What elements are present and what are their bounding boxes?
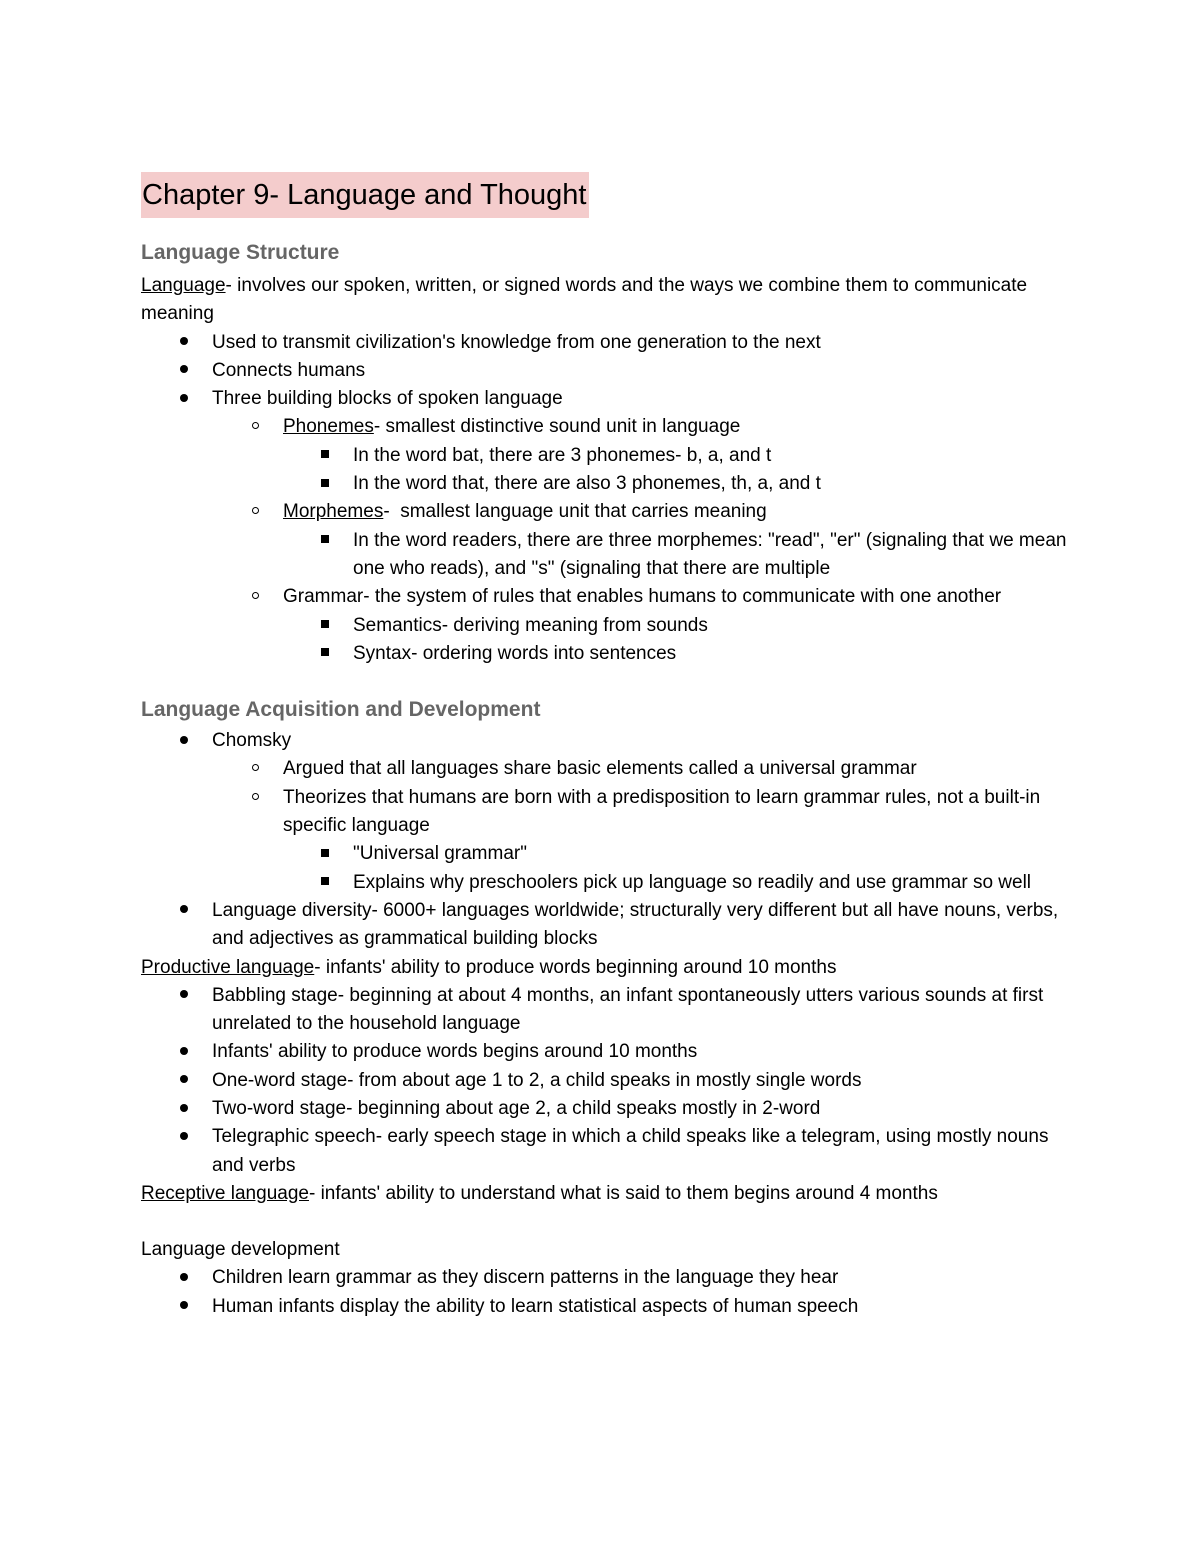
bullet-dot-icon [174, 1264, 194, 1292]
acquisition-list [141, 727, 1071, 953]
list-item-text: Telegraphic speech- early speech stage in which a child speaks like a telegram, using mostly nouns and verbs [212, 1126, 1049, 1176]
bullet-square-icon [315, 612, 335, 640]
bullet-square-icon [315, 869, 335, 897]
receptive-language-text: - infants' ability to understand what is said to them begins around 4 months [308, 1182, 938, 1204]
list-item-text: Syntax- ordering words into sentences [353, 642, 677, 664]
term-phonemes: Phonemes [283, 416, 374, 438]
list-item-text: Language diversity- 6000+ languages worldwide; structurally very different but all have nouns, verbs, and adjectives as grammatical building blocks [212, 899, 1059, 950]
bullet-square-icon [315, 470, 335, 498]
list-item [141, 840, 1071, 868]
section-heading-acquisition: Language Acquisition and Development [141, 698, 541, 722]
term-receptive-language: Receptive language [141, 1182, 309, 1204]
list-item-text: Used to transmit civilization's knowledge from one generation to the next [212, 331, 821, 353]
list-item [141, 527, 1071, 584]
bullet-dot-icon [174, 897, 194, 925]
bullet-dot-icon [174, 1123, 194, 1151]
list-item-text: - smallest language unit that carries meaning [383, 501, 767, 523]
bullet-ring-icon [245, 413, 265, 441]
list-item [141, 897, 1071, 954]
list-item-text: Semantics- deriving meaning from sounds [353, 614, 708, 636]
list-item-text: Grammar- the system of rules that enables humans to communicate with one another [283, 586, 1002, 608]
page-title: Chapter 9- Language and Thought [141, 172, 589, 218]
list-item-text: In the word that, there are also 3 phonemes, th, a, and t [353, 473, 821, 495]
list-item [141, 869, 1071, 897]
list-item-text: Human infants display the ability to learn statistical aspects of human speech [212, 1295, 859, 1317]
list-item-text: Two-word stage- beginning about age 2, a child speaks mostly in 2-word [212, 1098, 821, 1120]
bullet-ring-icon [245, 784, 265, 812]
list-item [141, 1123, 1071, 1180]
section-heading-language-structure: Language Structure [141, 241, 340, 264]
list-item-text: Argued that all languages share basic elements called a universal grammar [283, 758, 917, 780]
term-morphemes: Morphemes [283, 501, 384, 523]
list-item-text: - smallest distinctive sound unit in language [373, 416, 741, 438]
list-item-text: Explains why preschoolers pick up language so readily and use grammar so well [353, 871, 1032, 893]
bullet-ring-icon [245, 498, 265, 526]
bullet-square-icon [315, 640, 335, 668]
list-item [141, 442, 1071, 470]
bullet-dot-icon [174, 1095, 194, 1123]
bullet-square-icon [315, 442, 335, 470]
term-language: Language [141, 275, 226, 296]
list-item-text: Three building blocks of spoken language [212, 388, 563, 410]
productive-language-list [141, 982, 1071, 1180]
bullet-ring-icon [245, 755, 265, 783]
bullet-dot-icon [174, 1293, 194, 1321]
list-item-text: Children learn grammar as they discern patterns in the language they hear [212, 1267, 839, 1289]
list-item [141, 385, 1071, 413]
list-item-text: In the word readers, there are three morphemes: "read", "er" (signaling that we mean one who reads), and "s" (signaling that there are multiple [353, 529, 1067, 579]
bullet-square-icon [315, 840, 335, 868]
list-item [141, 640, 1071, 668]
productive-language-definition [141, 954, 1071, 982]
term-productive-language: Productive language [141, 956, 315, 978]
list-item [141, 1264, 1071, 1292]
bullet-dot-icon [174, 727, 194, 755]
productive-language-text: - infants' ability to produce words beginning around 10 months [314, 956, 837, 978]
list-item [141, 413, 1071, 441]
list-item-text: Chomsky [212, 730, 292, 752]
bullet-dot-icon [174, 1067, 194, 1095]
list-item [141, 357, 1071, 385]
list-item-text: Babbling stage- beginning at about 4 months, an infant spontaneously utters various sounds at first unrelated to the household language [212, 984, 1044, 1035]
list-item [141, 498, 1071, 526]
document-page [141, 172, 1071, 1321]
list-item-text: "Universal grammar" [353, 843, 527, 865]
list-item [141, 982, 1071, 1039]
language-development-list [141, 1264, 1071, 1321]
list-item-text: Theorizes that humans are born with a predisposition to learn grammar rules, not a built-in specific language [283, 786, 1041, 837]
list-item [141, 784, 1071, 841]
list-item [141, 1067, 1071, 1095]
bullet-dot-icon [174, 1038, 194, 1066]
list-item [141, 755, 1071, 783]
bullet-dot-icon [174, 357, 194, 385]
bullet-dot-icon [174, 329, 194, 357]
bullet-dot-icon [174, 982, 194, 1010]
list-item-text: In the word bat, there are 3 phonemes- b, a, and t [353, 444, 772, 466]
bullet-dot-icon [174, 385, 194, 413]
list-item [141, 1038, 1071, 1066]
language-definition-text: - involves our spoken, written, or signed words and the ways we combine them to communicate meaning [141, 275, 1028, 325]
list-item-text: One-word stage- from about age 1 to 2, a child speaks in mostly single words [212, 1069, 862, 1091]
list-item [141, 329, 1071, 357]
list-item [141, 470, 1071, 498]
section-heading-language-development: Language development [141, 1239, 340, 1261]
list-item [141, 583, 1071, 611]
language-definition [141, 272, 1071, 329]
language-structure-list [141, 329, 1071, 669]
bullet-ring-icon [245, 583, 265, 611]
list-item [141, 612, 1071, 640]
bullet-square-icon [315, 527, 335, 555]
list-item [141, 1293, 1071, 1321]
receptive-language-definition [141, 1180, 1071, 1208]
list-item-text: Infants' ability to produce words begins around 10 months [212, 1041, 698, 1063]
list-item-text: Connects humans [212, 359, 366, 381]
list-item [141, 1095, 1071, 1123]
list-item [141, 727, 1071, 755]
